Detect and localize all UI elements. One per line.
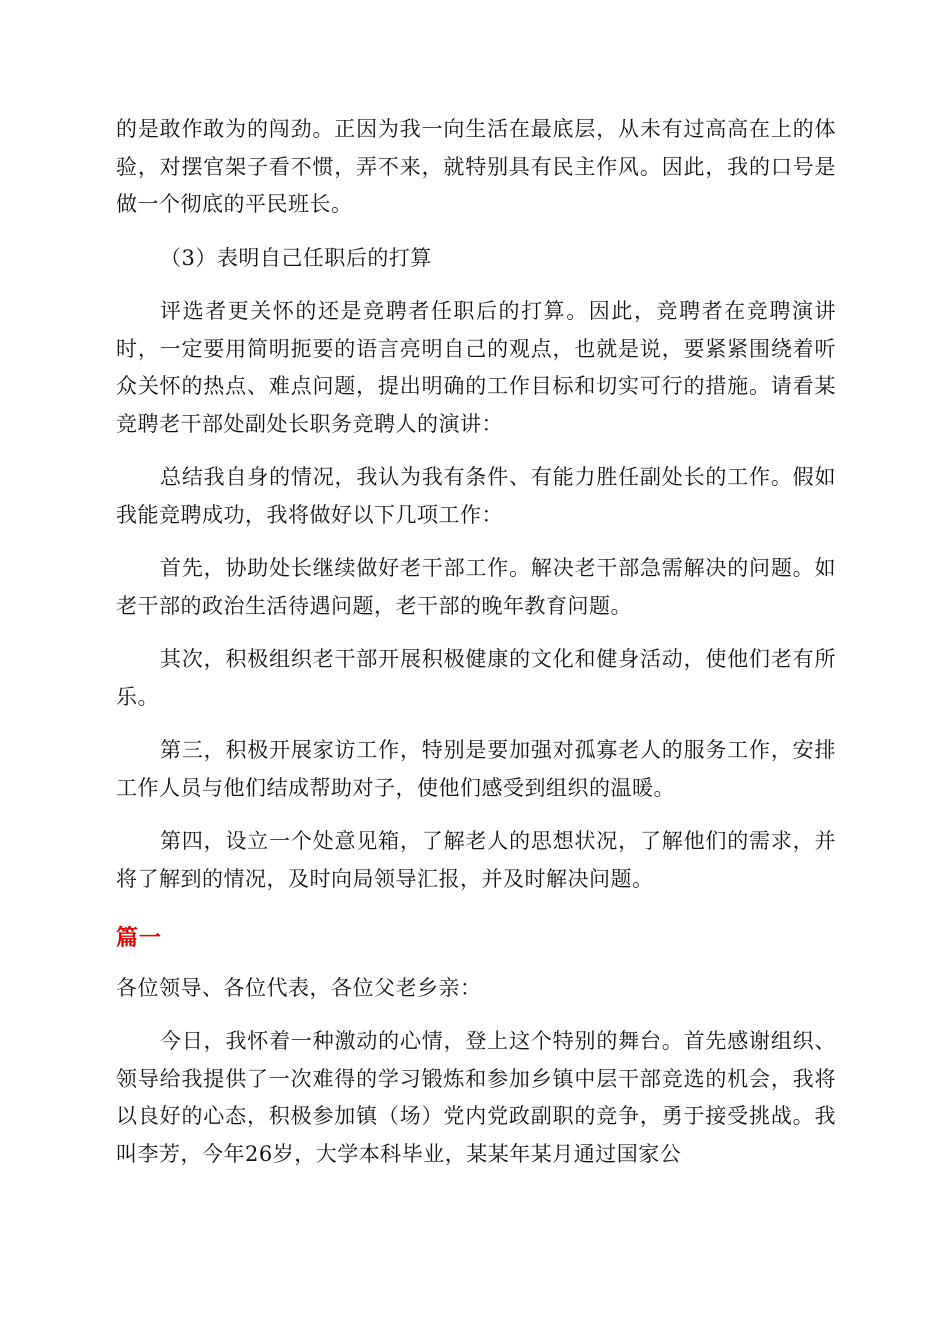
document-body bbox=[116, 111, 836, 1173]
section-heading: 篇一 bbox=[116, 926, 163, 951]
paragraph-1: 的是敢作敢为的闯劲。正因为我一向生活在最底层，从未有过高高在上的体验，对摆官架子看不惯，弄不来，就特别具有民主作风。因此，我的口号是做一个彻底的平民班长。 bbox=[116, 117, 836, 216]
paragraph-8: 第四，设立一个处意见箱，了解老人的思想状况，了解他们的需求，并将了解到的情况，及时向局领导汇报，并及时解决问题。 bbox=[116, 829, 836, 891]
paragraph-7: 第三，积极开展家访工作，特别是要加强对孤寡老人的服务工作，安排工作人员与他们结成帮助对子，使他们感受到组织的温暖。 bbox=[116, 738, 836, 800]
paragraph-5: 首先，协助处长继续做好老干部工作。解决老干部急需解决的问题。如老干部的政治生活待遇问题，老干部的晚年教育问题。 bbox=[116, 556, 836, 618]
paragraph-10: 今日，我怀着一种激动的心情，登上这个特别的舞台。首先感谢组织、领导给我提供了一次难得的学习锻炼和参加乡镇中层干部竞选的机会，我将以良好的心态，积极参加镇（场）党内党政副职的竞争，勇于接受挑战。我叫李芳，今年26岁，大学本科毕业，某某年某月通过国家公 bbox=[116, 1029, 836, 1166]
salutation: 各位领导、各位代表，各位父老乡亲： bbox=[116, 975, 482, 1000]
paragraph-6: 其次，积极组织老干部开展积极健康的文化和健身活动，使他们老有所乐。 bbox=[116, 647, 836, 709]
subsection-heading-3: （3）表明自己任职后的打算 bbox=[160, 245, 432, 270]
paragraph-3: 评选者更关怀的还是竞聘者任职后的打算。因此，竞聘者在竞聘演讲时，一定要用简明扼要的语言亮明自己的观点，也就是说，要紧紧围绕着听众关怀的热点、难点问题，提出明确的工作目标和切实可行的措施。请看某竞聘老干部处副处长职务竞聘人的演讲： bbox=[116, 299, 836, 436]
paragraph-4: 总结我自身的情况，我认为我有条件、有能力胜任副处长的工作。假如我能竞聘成功，我将做好以下几项工作： bbox=[116, 465, 836, 527]
